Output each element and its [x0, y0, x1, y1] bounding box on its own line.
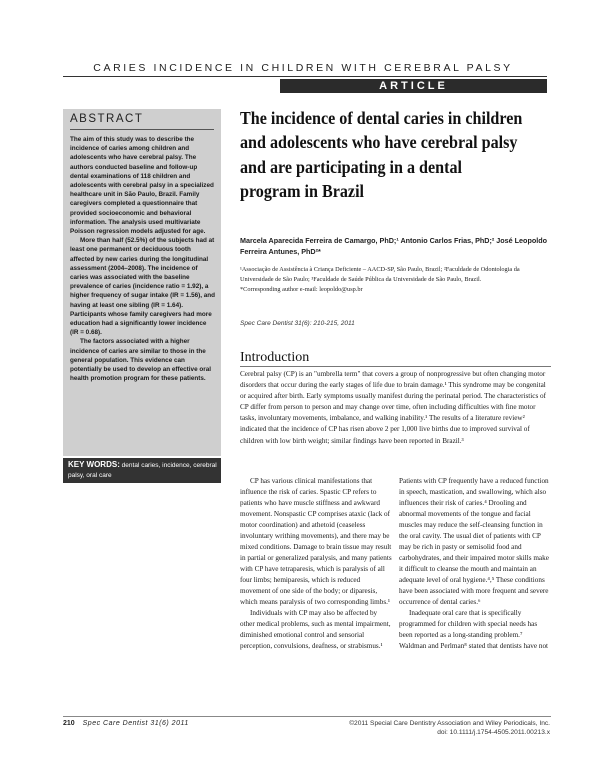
section-label: ARTICLE	[379, 80, 448, 92]
footer-left	[63, 720, 189, 727]
body-paragraph: Patients with CP frequently have a reduced function in speech, mastication, and swallowing, which also influences their risk of caries.⁴ Drooling and abnormal movements of the tongue and facial muscles may reduce the self-cleansing function in the oral cavity. The usual diet of patients with CP may be rich in pasty or semisolid food and carbohydrates, and their impaired motor skills make it difficult to cleanse the mouth and maintain an adequate level of oral hygiene.⁴,⁵ These conditions have been associated with more frequent and severe occurrence of dental caries.⁶	[399, 477, 549, 606]
affiliations-block	[240, 265, 552, 295]
authors: Marcela Aparecida Ferreira de Camargo, PhD;¹ Antonio Carlos Frias, PhD;² José Leopoldo Ferreira Antunes, PhD²*	[240, 236, 547, 256]
footer-right	[290, 719, 550, 737]
copyright: ©2011 Special Care Dentistry Association and Wiley Periodicals, Inc.	[349, 720, 550, 727]
header-rule	[63, 76, 547, 77]
footer-rule	[63, 716, 551, 717]
section-label-band	[280, 79, 547, 93]
abstract-heading: ABSTRACT	[70, 113, 144, 125]
body-paragraph: Individuals with CP may also be affected by other medical problems, such as mental impairment, diminished emotional control and sensorial perception, convulsions, deafness, or strabismus.¹	[240, 609, 391, 650]
body-paragraph: CP has various clinical manifestations that influence the risk of caries. Spastic CP refers to patients who have muscle stiffness and awkward movement. Nonspastic CP comprises ataxic (lack of motor coordination) and athetoid (ceaseless involuntary writhing movements), and there may be mixed conditions. Damage to brain tissue may result in partial or generalized paralysis, and many patients with CP have tetraparesis, which is paralysis of all four limbs; hemiparesis, which is reduced movement of one side of the body; or diparesis, which means paralysis of two corresponding limbs.¹	[240, 477, 392, 606]
keywords-text: dental caries, incidence, cerebral palsy, oral care	[68, 462, 217, 479]
body-column-left	[240, 476, 392, 652]
abstract-body	[70, 135, 216, 383]
footer-journal: Spec Care Dentist 31(6) 2011	[82, 720, 189, 727]
introduction-rule	[240, 366, 551, 367]
body-paragraph: Inadequate oral care that is specifically programmed for children with special needs has been reported as a long-standing problem.⁷ Waldman and Perlman⁸ stated that dentists have not	[399, 609, 549, 650]
introduction-paragraph: Cerebral palsy (CP) is an "umbrella term" that covers a group of nonprogressive but often changing motor disorders that occur during the early stages of life due to brain damage.¹ This syndrome may be congenital or acquired after birth. Early symptoms usually manifest during the perinatal period. The characteristics of CP differ from person to person and may change over time, often including difficulties with fine motor tasks, involuntary movements, imbalance, and walking inability.¹ The results of a literature review² indicated that the incidence of CP has risen above 2 per 1,000 live births due to improved survival of children with low birth weight; similar findings have been reported in Brazil.³	[240, 370, 547, 445]
correspondence: *Corresponding author e-mail: leopoldo@usp.br	[240, 286, 363, 293]
keywords	[68, 460, 218, 481]
doi: doi: 10.1111/j.1754-4505.2011.00213.x	[437, 729, 550, 736]
affiliations: ¹Associação de Assistência à Criança Deficiente – AACD-SP, São Paulo, Brazil; ²Faculdade de Odontologia da Universidade de São Paulo; ³Faculdade de Saúde Pública da Universidade de São Paulo, Brazil.	[240, 266, 520, 283]
page-number: 210	[63, 720, 75, 727]
abstract-divider	[70, 129, 214, 130]
introduction-heading: Introduction	[240, 350, 310, 365]
running-head: CARIES INCIDENCE IN CHILDREN WITH CEREBRAL PALSY	[93, 62, 513, 74]
abstract-paragraph: The aim of this study was to describe the incidence of caries among children and adolescents who have cerebral palsy. The authors conducted baseline and follow-up dental examinations of 118 children and adolescents with cerebral palsy in a specialized healthcare unit in São Paulo, Brazil. Family caregivers completed a questionnaire that provided socioeconomic and behavioral information. The analysis used multivariate Poisson regression models adjusted for age.	[70, 136, 214, 236]
body-column-right	[399, 476, 551, 652]
abstract-paragraph: The factors associated with a higher incidence of caries are similar to those in the general population. This evidence can potentially be used to develop an effective oral health promotion program for these patients.	[70, 338, 212, 383]
keywords-label: KEY WORDS:	[68, 460, 120, 469]
article-title: The incidence of dental caries in children and adolescents who have cerebral palsy and are participating in a dental program in Brazil	[240, 108, 523, 201]
abstract-paragraph: More than half (52.5%) of the subjects had at least one permanent or deciduous tooth affected by new caries during the longitudinal assessment (2004–2008). The incidence of caries was associated with the baseline prevalence of caries (incidence ratio = 1.92), a higher frequency of sugar intake (IR = 1.56), and having at least one sibling (IR = 1.64). Participants whose family caregivers had more education had a significantly lower incidence (IR = 0.68).	[70, 237, 216, 337]
citation: Spec Care Dentist 31(6): 210-215, 2011	[240, 320, 355, 327]
